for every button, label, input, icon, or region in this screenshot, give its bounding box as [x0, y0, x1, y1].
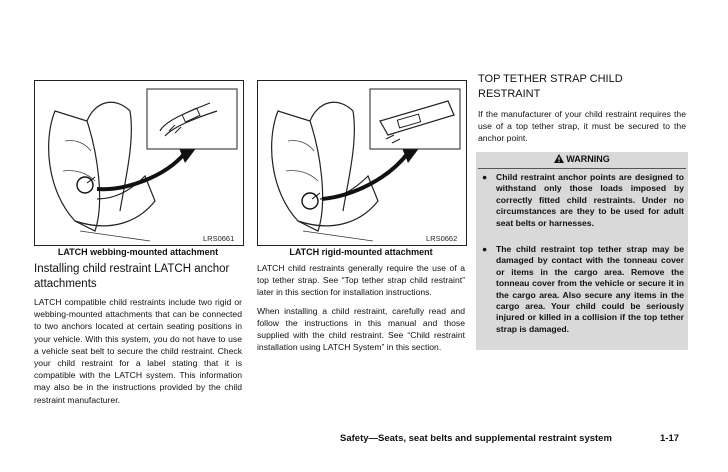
warning-text: The child restraint top tether strap may be damaged by contact with the tonneau cover or items in the cargo area. Remove the tonneau cover from the vehicle or secure it in the cargo area. Also secure any items in the cargo area. Your child could be seriously injured or killed in a collision if the top tether strap is damaged.: [496, 244, 684, 334]
body-text: [257, 262, 465, 359]
section-heading: TOP TETHER STRAP CHILD RESTRAINT: [478, 73, 623, 100]
figure-latch-webbing: [34, 80, 244, 246]
section-heading: Installing child restraint LATCH anchor attachments: [34, 263, 230, 290]
figure-latch-rigid: [257, 80, 467, 246]
warning-text: Child restraint anchor points are designed to withstand only those loads imposed by correctly fitted child restraints. Under no circumstances are they to be used for adult seat belts or harnesses.: [496, 172, 684, 228]
warning-header: [476, 152, 688, 166]
paragraph: When installing a child restraint, carefully read and follow the instructions in this manual and those supplied with the child restraint. See “Child restraint installation using LATCH System” in this section.: [257, 305, 465, 353]
figure-code: LRS0662: [426, 234, 458, 243]
seat-webbing-illustration: [35, 81, 243, 245]
paragraph: If the manufacturer of your child restraint requires the use of a top tether strap, it must be secured to the anchor point.: [478, 109, 686, 144]
bullet-icon: ●: [482, 172, 488, 182]
warning-title: WARNING: [566, 154, 610, 164]
warning-item: [482, 172, 684, 229]
page-number: 1-17: [660, 433, 680, 444]
footer-section-title: Safety—Seats, seat belts and supplemental restraint system: [340, 433, 612, 444]
paragraph: LATCH child restraints generally require the use of a top tether strap. See “Top tether strap child restraint” later in this section for installation instructions.: [257, 263, 465, 298]
seat-rigid-illustration: [258, 81, 466, 245]
bullet-icon: ●: [482, 244, 488, 254]
paragraph: LATCH compatible child restraints include two rigid or webbing-mounted attachments that can be connected to two anchors located at certain seating positions in your vehicle. With this system, you do not have to use a vehicle seat belt to secure the child restraint. Check your child restraint for a label stating that it is compatible with the LATCH system. This information may also be in the instructions provided by the child restraint manufacturer.: [34, 297, 242, 405]
figure-caption: LATCH rigid-mounted attachment: [289, 247, 433, 257]
body-text: [34, 296, 242, 412]
warning-triangle-icon: [554, 154, 564, 163]
figure-caption: LATCH webbing-mounted attachment: [57, 247, 219, 257]
warning-box: [476, 152, 688, 350]
figure-code: LRS0661: [203, 234, 235, 243]
body-text: [478, 108, 686, 151]
warning-item: [482, 244, 684, 335]
warning-divider: [478, 168, 686, 169]
